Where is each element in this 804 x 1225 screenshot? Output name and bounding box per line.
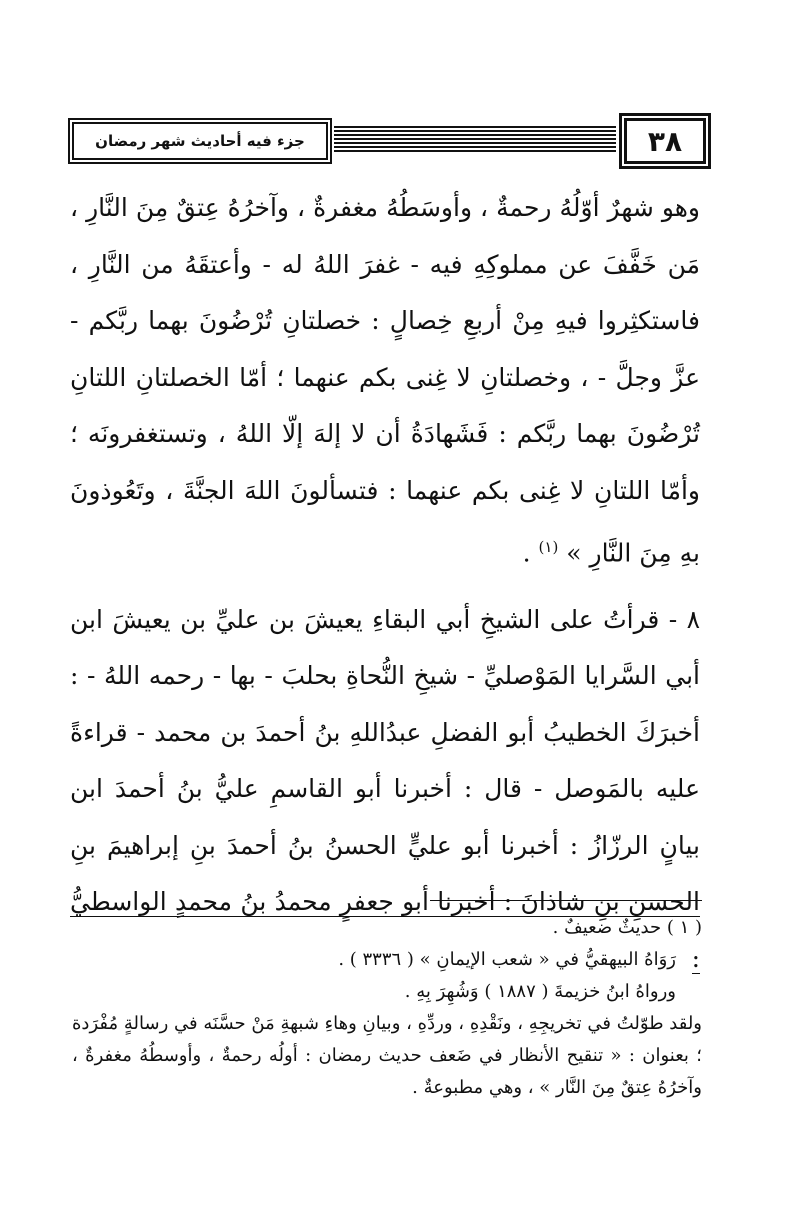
page-number: ٣٨ [624,118,706,164]
footnotes [72,912,702,1104]
main-text [70,180,700,987]
isnad-text: ٨ - قرأتُ على الشيخِ أبي البقاءِ يعيشَ بن عليِّ بن يعيشَ ابن أبي السَّرايا المَوْصليِّ - شيخِ النُّحاةِ بحلبَ - بها - رحمه اللهُ - : أخبرَكَ الخطيبُ أبو الفضلِ عبدُاللهِ بنُ أحمدَ بن محمد - قراءةً عليه بالمَوصل - قال : أخبرنا أبو القاسمِ عليُّ بنُ أحمدَ ابن بيانٍ الرزّازُ : أخبرنا أبو عليٍّ الحسنُ بنُ أحمدَ بنِ إبراهيمَ بنِ [70,604,700,860]
hadith-text: وهو شهرٌ أوّلُهُ رحمةٌ ، وأوسَطُهُ مغفرةٌ ، وآخرُهُ عِتقٌ مِنَ النَّارِ ، مَن خَفَّفَ عن مملوكِهِ فيه - غفرَ اللهُ له - وأعتقَهُ من النَّارِ ، فاستكثِروا فيهِ مِنْ أربعِ خِصالٍ : خصلتانِ تُرْضُونَ بهما ربَّكم - عزَّ وجلَّ - ، وخصلتانِ لا غِنى بكم عنهما ؛ أمّا الخصلتانِ اللتانِ تُرْضُونَ بهما ربَّكم : فَشَهادَةُ أن لا إلهَ إلّا اللهُ ، وتستغفرونَه ؛ وأمّا اللتانِ لا غِنى بكم عنهما : فتسألونَ اللهَ الجنَّةَ ، وتَعُوذونَ بهِ مِنَ النَّارِ » [70,193,700,568]
footnote-reference: (١) [538,538,559,556]
paragraph-hadith-text [70,180,700,582]
isnad-last-line: الحسنِ بنِ شاذانَ : أخبرنا أبو جعفرٍ محمدُ بنُ محمدٍ الواسطيُّ : [70,887,700,973]
footnote-separator [430,900,702,901]
running-title: جزء فيه أحاديث شهر رمضان [72,122,328,160]
footnote-2: رَوَاهُ البيهقيُّ في « شعب الإيمانِ » ( ٣٣٣٦ ) . [338,949,676,970]
paragraph-end-mark: . [522,538,531,568]
footnote-1: ( ١ ) حديثٌ ضعيفٌ . [552,917,702,938]
footnote-4: ولقد طوّلتُ في تخريجِهِ ، ونَقْدِهِ ، وردِّهِ ، وبيانِ وهاءِ شبهةِ مَنْ حسَّنَه في رسالةٍ مُفْرَدة ؛ بعنوان : « تنقيح الأنظار في ضَعف حديث رمضان : أولُه رحمةٌ ، وأوسطُهُ مغفرةٌ ، وآخرُهُ عِتقٌ مِنَ النَّار » ، وهي مطبوعةٌ . [72,1013,702,1098]
header-rule [334,126,616,152]
page-header [72,118,706,162]
footnote-3: ورواهُ ابنُ خزيمةَ ( ١٨٨٧ ) وَشُهِرَ بِهِ . [404,981,676,1002]
